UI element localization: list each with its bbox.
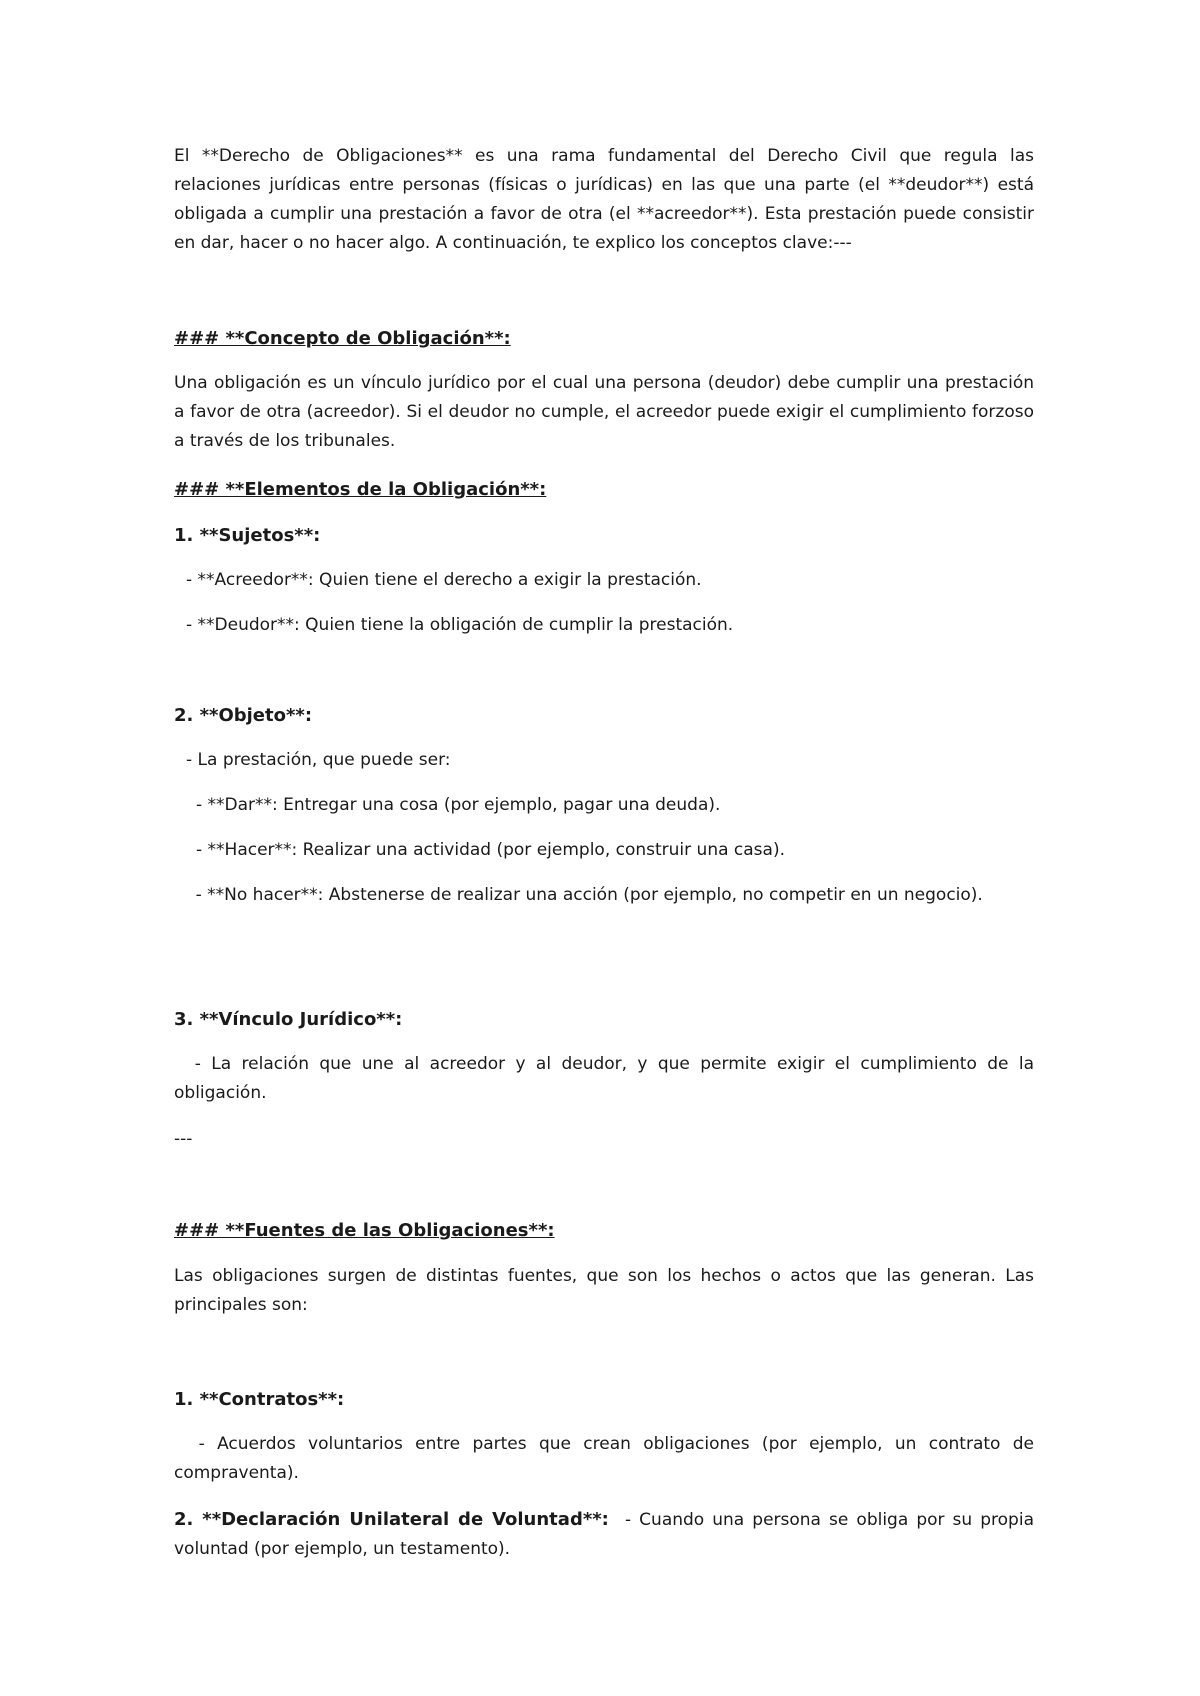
objeto-no-hacer-item: - **No hacer**: Abstenerse de realizar una acción (por ejemplo, no competir en un negocio). — [174, 885, 983, 905]
objeto-intro: - La prestación, que puede ser: — [186, 750, 451, 770]
sujetos-title: 1. **Sujetos**: — [174, 525, 321, 546]
objeto-dar-item: - **Dar**: Entregar una cosa (por ejemplo, pagar una deuda). — [196, 795, 721, 815]
fuentes-paragraph: Las obligaciones surgen de distintas fuentes, que son los hechos o actos que las generan. Las principales son: — [174, 1266, 1034, 1315]
separator: --- — [174, 1129, 193, 1149]
heading-elementos: ### **Elementos de la Obligación**: — [174, 479, 547, 500]
intro-paragraph: El **Derecho de Obligaciones** es una rama fundamental del Derecho Civil que regula las relaciones jurídicas entre personas (físicas o jurídicas) en las que una parte (el **deudor**) está obligada a cumplir una prestación a favor de otra (el **acreedor**). Esta prestación puede consistir en dar, hacer o no hacer algo. A continuación, te explico los conceptos clave:--- — [174, 146, 1034, 253]
concepto-paragraph: Una obligación es un vínculo jurídico por el cual una persona (deudor) debe cumplir una prestación a favor de otra (acreedor). Si el deudor no cumple, el acreedor puede exigir el cumplimiento forzoso a través de los tribunales. — [174, 373, 1034, 451]
vinculo-title: 3. **Vínculo Jurídico**: — [174, 1009, 403, 1030]
objeto-hacer-item: - **Hacer**: Realizar una actividad (por ejemplo, construir una casa). — [196, 840, 785, 860]
vinculo-paragraph: - La relación que une al acreedor y al deudor, y que permite exigir el cumplimiento de la obligación. — [174, 1054, 1040, 1103]
objeto-title: 2. **Objeto**: — [174, 705, 313, 726]
declaracion-title: 2. **Declaración Unilateral de Voluntad**: — [174, 1509, 609, 1530]
declaracion-paragraph — [174, 1505, 1040, 1564]
declaracion-text: - Cuando una persona se obliga por su propia voluntad (por ejemplo, un testamento). — [174, 1510, 1040, 1559]
sujetos-deudor-item: - **Deudor**: Quien tiene la obligación de cumplir la prestación. — [186, 615, 734, 635]
sujetos-acreedor-item: - **Acreedor**: Quien tiene el derecho a exigir la prestación. — [186, 570, 702, 590]
contratos-title: 1. **Contratos**: — [174, 1389, 345, 1410]
heading-concepto: ### **Concepto de Obligación**: — [174, 328, 511, 349]
contratos-paragraph: - Acuerdos voluntarios entre partes que crean obligaciones (por ejemplo, un contrato de compraventa). — [174, 1434, 1040, 1483]
heading-fuentes: ### **Fuentes de las Obligaciones**: — [174, 1220, 555, 1241]
